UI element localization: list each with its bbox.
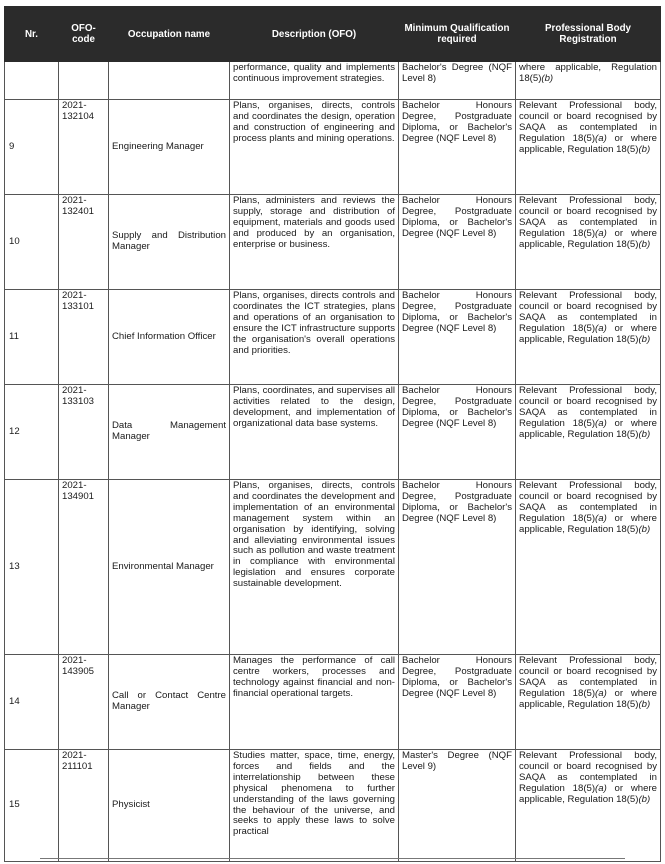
professional-body-text-cont: or where applicable, Regulation 18(5) [519,687,657,710]
cell-professional-body [516,750,661,862]
cell-occupation: Data Management Manager [109,385,230,480]
cell-qualification: Bachelor Honours Degree, Postgraduate Diploma, or Bachelor's Degree (NQF Level 8) [399,655,516,750]
header-description: Description (OFO) [230,7,399,62]
professional-body-text: Relevant Professional body, council or board recognised by SAQA as contemplated in Regulation 18(5) [519,750,657,794]
cell-code [59,62,109,100]
cell-professional-body [516,290,661,385]
page-bottom-rule [40,858,625,859]
professional-body-text: Relevant Professional body, council or board recognised by SAQA as contemplated in Regulation 18(5) [519,655,657,699]
professional-body-text-cont: or where applicable, Regulation 18(5) [519,512,657,535]
cell-occupation: Chief Information Officer [109,290,230,385]
cell-qualification: Master's Degree (NQF Level 9) [399,750,516,862]
cell-description: Manages the performance of call centre workers, processes and technology against financial and non-financial operational targets. [230,655,399,750]
cell-qualification: Bachelor Honours Degree, Postgraduate Diploma, or Bachelor's Degree (NQF Level 8) [399,385,516,480]
professional-body-text-cont: or where applicable, Regulation 18(5) [519,322,657,345]
cell-occupation: Physicist [109,750,230,862]
cell-code: 2021-132104 [59,100,109,195]
cell-occupation: Supply and Distribution Manager [109,195,230,290]
cell-nr: 10 [5,195,59,290]
cell-nr [5,62,59,100]
table-row [5,480,661,655]
cell-code: 2021-133101 [59,290,109,385]
professional-body-text: where applicable, Regulation 18(5) [519,62,657,84]
regulation-ref-b: (b) [541,72,554,84]
cell-qualification: Bachelor Honours Degree, Postgraduate Diploma, or Bachelor's Degree (NQF Level 8) [399,195,516,290]
table-row [5,195,661,290]
cell-description: Plans, administers and reviews the supply, storage and distribution of equipment, materials and goods used and produced by an organisation, enterprise or business. [230,195,399,290]
table-row [5,290,661,385]
professional-body-text: Relevant Professional body, council or board recognised by SAQA as contemplated in Regulation 18(5) [519,480,657,524]
cell-professional-body [516,62,661,100]
cell-professional-body [516,655,661,750]
professional-body-text: Relevant Professional body, council or board recognised by SAQA as contemplated in Regulation 18(5) [519,100,657,144]
header-ofo-code: OFO-code [59,7,109,62]
cell-code: 2021-143905 [59,655,109,750]
cell-nr: 13 [5,480,59,655]
table-row [5,100,661,195]
regulation-ref-b: (b) [638,698,651,710]
header-occupation-name: Occupation name [109,7,230,62]
cell-code: 2021-134901 [59,480,109,655]
cell-description: Plans, organises, directs controls and coordinates the ICT strategies, plans and operations of an organisation to ensure the ICT infrastructure supports the organisation's overall operations and priorities. [230,290,399,385]
regulation-ref-b: (b) [638,238,651,250]
cell-nr: 15 [5,750,59,862]
cell-professional-body [516,480,661,655]
cell-qualification: Bachelor Honours Degree, Postgraduate Diploma, or Bachelor's Degree (NQF Level 8) [399,480,516,655]
table-row [5,750,661,862]
continuation-row [5,62,661,100]
table-body [5,62,661,862]
table-row [5,655,661,750]
professional-body-text: Relevant Professional body, council or board recognised by SAQA as contemplated in Regulation 18(5) [519,385,657,429]
regulation-ref-b: (b) [638,428,651,440]
professional-body-text-cont: or where applicable, Regulation 18(5) [519,132,657,155]
cell-description: Plans, coordinates, and supervises all activities related to the design, development, and implementation of organizational data base systems. [230,385,399,480]
cell-description: performance, quality and implements continuous improvement strategies. [230,62,399,100]
table-header [5,7,661,62]
regulation-ref-a: (a) [595,322,607,334]
cell-professional-body [516,385,661,480]
cell-code: 2021-133103 [59,385,109,480]
professional-body-text-cont: or where applicable, Regulation 18(5) [519,227,657,250]
cell-nr: 11 [5,290,59,385]
professional-body-text: Relevant Professional body, council or board recognised by SAQA as contemplated in Regulation 18(5) [519,290,657,334]
regulation-ref-b: (b) [638,143,651,155]
regulation-ref-b: (b) [638,333,651,345]
cell-occupation: Call or Contact Centre Manager [109,655,230,750]
regulation-ref-a: (a) [595,687,607,699]
cell-nr: 14 [5,655,59,750]
header-professional-body: Professional Body Registration [516,7,661,62]
regulation-ref-b: (b) [638,793,651,805]
occupations-table [4,6,661,862]
cell-description: Plans, organises, directs, controls and coordinates the design, operation and construction of engineering and process plants and mining operations. [230,100,399,195]
cell-description: Plans, organises, directs, controls and coordinates the development and implementation of an environmental management system within an organisation by identifying, solving and alleviating environmental issues such as pollution and waste treatment in compliance with environmental legislation and ensures corporate sustainable development. [230,480,399,655]
cell-description: Studies matter, space, time, energy, forces and fields and the interrelationship between these physical phenomena to further understanding of the laws governing the behaviour of the universe, and seeks to apply these laws to solve practical [230,750,399,862]
regulation-ref-a: (a) [595,227,607,239]
cell-code: 2021-132401 [59,195,109,290]
cell-code: 2021-211101 [59,750,109,862]
cell-qualification: Bachelor Honours Degree, Postgraduate Diploma, or Bachelor's Degree (NQF Level 8) [399,290,516,385]
header-nr: Nr. [5,7,59,62]
professional-body-text-cont: or where applicable, Regulation 18(5) [519,782,657,805]
professional-body-text-cont: or where applicable, Regulation 18(5) [519,417,657,440]
cell-professional-body [516,100,661,195]
regulation-ref-a: (a) [595,782,607,794]
cell-qualification: Bachelor Honours Degree, Postgraduate Diploma, or Bachelor's Degree (NQF Level 8) [399,100,516,195]
regulation-ref-a: (a) [595,132,607,144]
regulation-ref-b: (b) [638,523,651,535]
cell-qualification: Bachelor's Degree (NQF Level 8) [399,62,516,100]
cell-nr: 9 [5,100,59,195]
regulation-ref-a: (a) [595,417,607,429]
regulation-ref-a: (a) [595,512,607,524]
table-row [5,385,661,480]
cell-occupation [109,62,230,100]
cell-occupation: Engineering Manager [109,100,230,195]
cell-nr: 12 [5,385,59,480]
cell-occupation: Environmental Manager [109,480,230,655]
cell-professional-body [516,195,661,290]
professional-body-text: Relevant Professional body, council or board recognised by SAQA as contemplated in Regulation 18(5) [519,195,657,239]
header-minimum-qualification: Minimum Qualification required [399,7,516,62]
